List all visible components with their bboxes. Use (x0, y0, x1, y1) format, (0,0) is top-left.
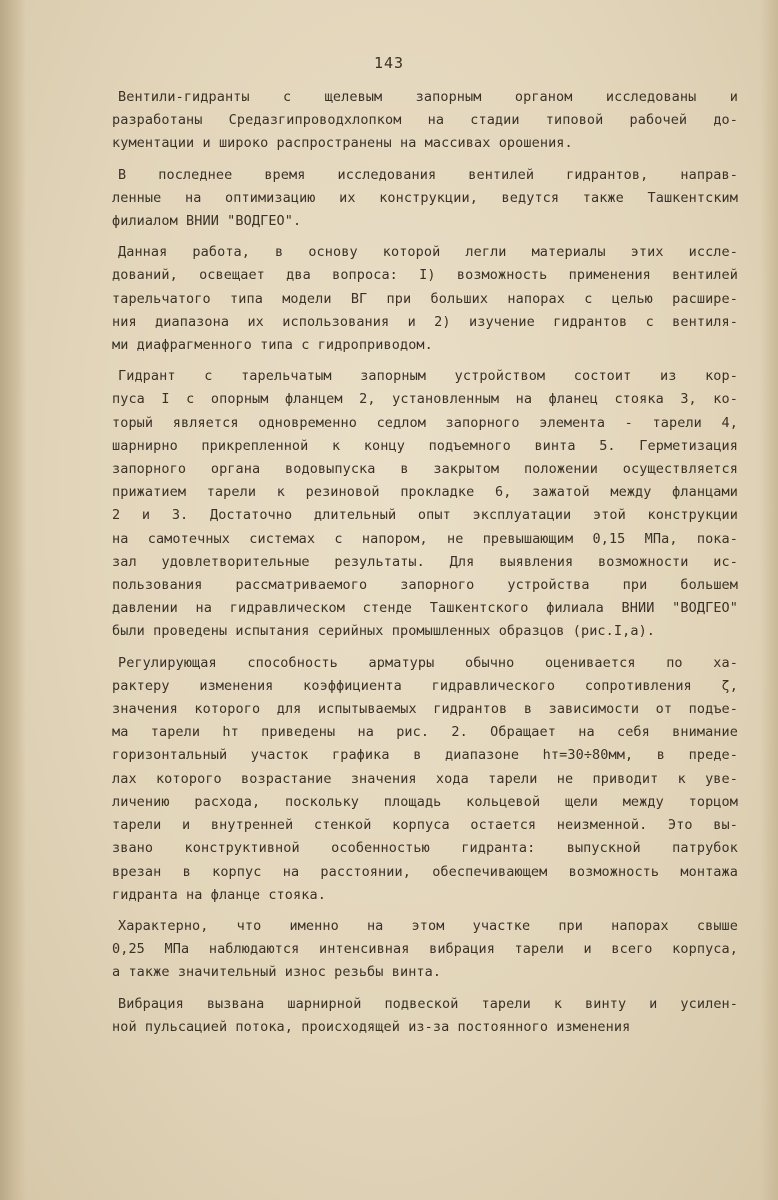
text-line: ния диапазона их использования и 2) изучение гидрантов с вентиля- (112, 313, 738, 330)
paragraph (112, 652, 738, 907)
text-line: тарельчатого типа модели ВГ при больших напорах с целью расшире- (112, 290, 738, 307)
text-line: врезан в корпус на расстоянии, обеспечивающем возможность монтажа (112, 863, 738, 880)
text-line: Данная работа, в основу которой легли материалы этих иссле- (118, 244, 738, 261)
text-line: ма тарели hт приведены на рис. 2. Обращает на себя внимание (112, 724, 738, 741)
text-line: кументации и широко распространены на массивах орошения. (112, 135, 573, 152)
paragraph (112, 915, 738, 985)
text-line: лах которого возрастание значения хода тарели не приводит к уве- (112, 770, 738, 787)
text-line: 0,25 МПа наблюдаются интенсивная вибрация тарели и всего корпуса, (112, 941, 738, 958)
text-line: Вибрация вызвана шарнирной подвеской тарели к винту и усилен- (118, 995, 738, 1012)
text-line: ленные на оптимизацию их конструкции, ведутся также Ташкентским (112, 189, 738, 206)
text-line: В последнее время исследования вентилей гидрантов, направ- (118, 166, 738, 183)
paragraph (112, 86, 738, 156)
page-number: 143 (373, 54, 405, 72)
text-line: шарнирно прикрепленной к концу подъемного винта 5. Герметизация (112, 437, 738, 454)
text-line: тарели и внутренней стенкой корпуса остается неизменной. Это вы- (112, 817, 738, 834)
text-line: Вентили-гидранты с щелевым запорным органом исследованы и (118, 89, 738, 105)
paragraph (112, 164, 738, 234)
text-line: на самотечных системах с напором, не превышающим 0,15 МПа, пока- (112, 530, 738, 547)
text-line: ми диафрагменного типа с гидроприводом. (112, 337, 433, 354)
text-line: разработаны Средазгипроводхлопком на стадии типовой рабочей до- (112, 112, 738, 129)
text-line: давлении на гидравлическом стенде Ташкентского филиала ВНИИ "ВОДГЕО" (112, 600, 738, 617)
paragraph (112, 241, 738, 357)
text-line: филиалом ВНИИ "ВОДГЕО". (112, 213, 302, 230)
text-line: личению расхода, поскольку площадь кольцевой щели между торцом (112, 793, 738, 810)
text-line: гидранта на фланце стояка. (112, 886, 326, 903)
paragraph (112, 993, 738, 1039)
body-text (112, 86, 738, 1047)
text-line: звано конструктивной особенностью гидранта: выпускной патрубок (112, 840, 738, 857)
text-line: значения которого для испытываемых гидрантов в зависимости от подъе- (112, 701, 738, 718)
page-edge-shadow (760, 0, 778, 1200)
text-line: а также значительный износ резьбы винта. (112, 964, 442, 981)
text-line: Гидрант с тарельчатым запорным устройством состоит из кор- (118, 368, 738, 385)
text-line: пользования рассматриваемого запорного устройства при большем (112, 577, 738, 594)
text-line: торый является одновременно седлом запорного элемента - тарели 4, (112, 414, 738, 431)
text-line: дований, освещает два вопроса: I) возможность применения вентилей (112, 267, 738, 284)
text-line: горизонтальный участок графика в диапазоне hт=30÷80мм, в преде- (112, 747, 738, 764)
text-line: 2 и 3. Достаточно длительный опыт эксплуатации этой конструкции (112, 507, 738, 524)
paragraph (112, 365, 738, 643)
text-line: были проведены испытания серийных промышленных образцов (рис.I,а). (112, 623, 656, 640)
binding-shadow (0, 0, 26, 1200)
text-line: запорного органа водовыпуска в закрытом положении осуществляется (112, 461, 738, 478)
text-line: рактеру изменения коэффициента гидравлического сопротивления ζ, (112, 677, 738, 694)
text-line: зал удовлетворительные результаты. Для выявления возможности ис- (112, 553, 738, 570)
text-line: Регулирующая способность арматуры обычно оценивается по ха- (118, 654, 738, 671)
text-line: Характерно, что именно на этом участке при напорах свыше (118, 917, 738, 934)
text-line: пуса I с опорным фланцем 2, установленным на фланец стояка 3, ко- (112, 391, 738, 408)
text-line: прижатием тарели к резиновой прокладке 6, зажатой между фланцами (112, 484, 738, 501)
text-line: ной пульсацией потока, происходящей из-за постоянного изменения (112, 1018, 631, 1035)
